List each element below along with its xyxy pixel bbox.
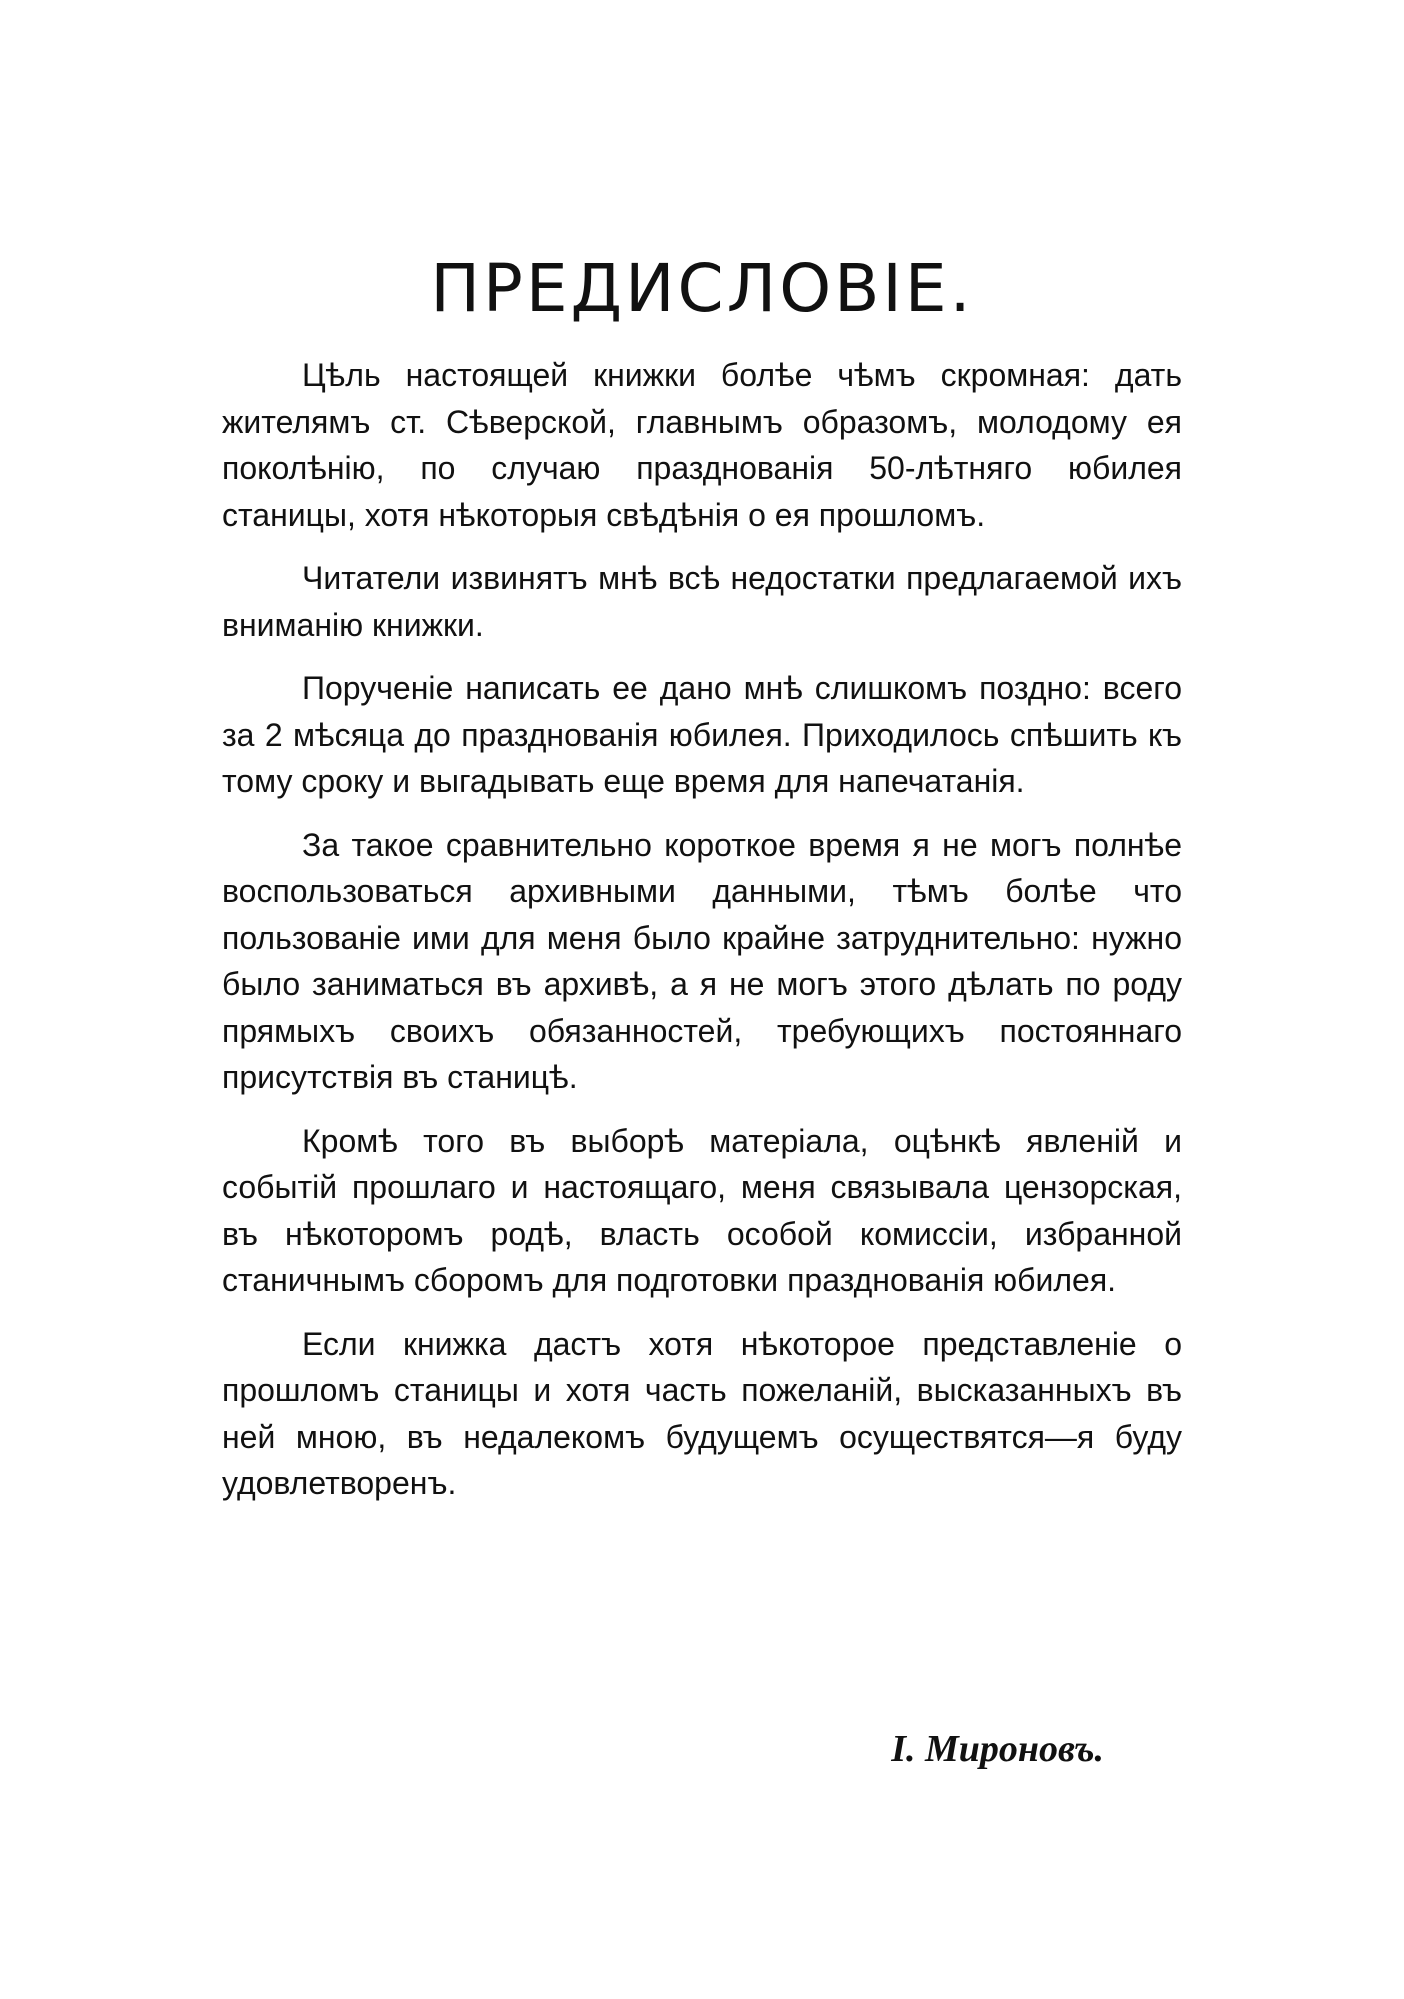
paragraph-4: За такое сравнительно короткое время я не могъ полнѣе воспользоваться архивными данными, тѣмъ болѣе что пользованіе ими для меня было крайне затруднительно: нужно было заниматься въ архивѣ, а я не могъ этого дѣлать по роду прямыхъ своихъ обязанностей, требующихъ постояннаго присутствія въ станицѣ. bbox=[222, 826, 1182, 1095]
page-title: ПРЕДИСЛОВІЕ. bbox=[430, 250, 974, 328]
paragraph-6: Если книжка дастъ хотя нѣкоторое представленіе о прошломъ станицы и хотя часть пожеланій, высказанныхъ въ ней мною, въ недалекомъ будущемъ осуществятся—я буду удовлетворенъ. bbox=[222, 1325, 1182, 1501]
paragraph-5: Кромѣ того въ выборѣ матеріала, оцѣнкѣ явленій и событій прошлаго и настоящаго, меня связывала цензорская, въ нѣкоторомъ родѣ, власть особой комиссіи, избранной станичнымъ сборомъ для подготовки празднованія юбилея. bbox=[222, 1122, 1182, 1298]
paragraph-3: Порученіе написать ее дано мнѣ слишкомъ поздно: всего за 2 мѣсяца до празднованія юбилея. Приходилось спѣшить къ тому сроку и выгадывать еще время для напечатанія. bbox=[222, 670, 1182, 799]
paragraph-1: Цѣль настоящей книжки болѣе чѣмъ скромная: дать жителямъ ст. Сѣверской, главнымъ образомъ, молодому ея поколѣнію, по случаю празднованія 50-лѣтняго юбилея станицы, хотя нѣкоторыя свѣдѣнія о ея прошломъ. bbox=[222, 357, 1182, 533]
paragraph-2: Читатели извинятъ мнѣ всѣ недостатки предлагаемой ихъ вниманію книжки. bbox=[222, 560, 1182, 643]
preface-body bbox=[222, 352, 1182, 1524]
author-signature: I. Мироновъ. bbox=[891, 1728, 1104, 1770]
